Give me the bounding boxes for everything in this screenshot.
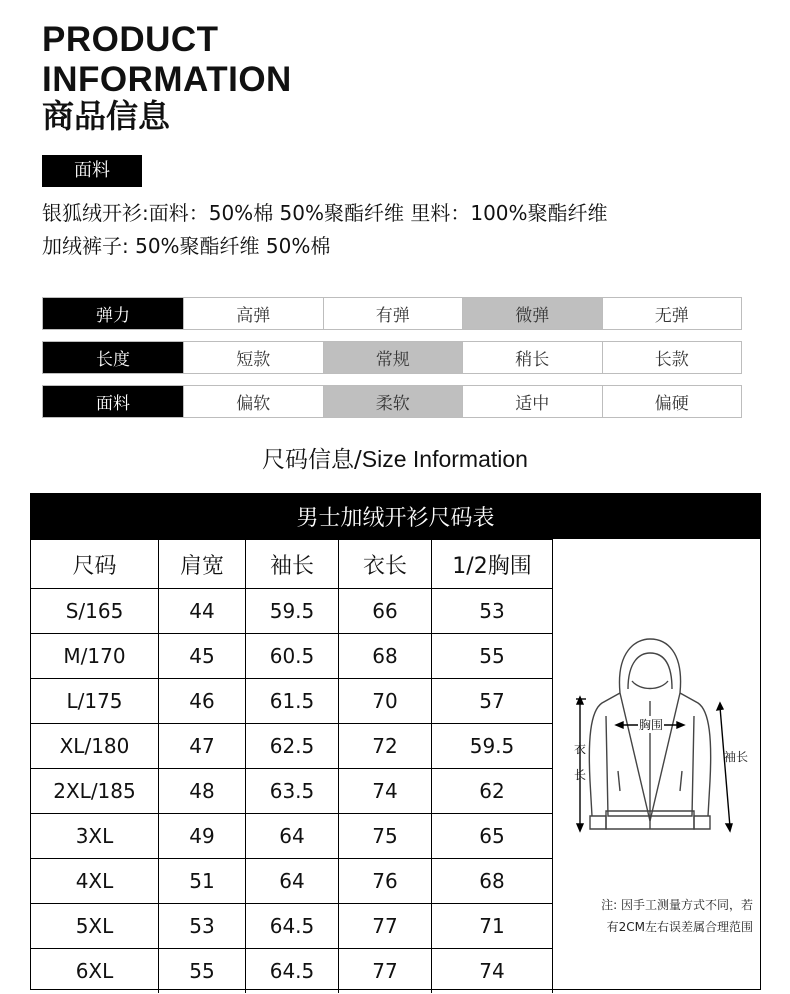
measurement-cell: 62.5 — [246, 724, 339, 769]
measurement-cell: 68 — [339, 634, 432, 679]
size-heading-en: Size Information — [361, 446, 528, 472]
title-en-line1: PRODUCT — [42, 20, 219, 59]
size-cell: 3XL — [31, 814, 159, 859]
chest-label: 胸围 — [638, 718, 664, 732]
size-cell: XL/180 — [31, 724, 159, 769]
attr-option: 适中 — [462, 386, 602, 417]
fabric-tag: 面料 — [42, 155, 142, 187]
measurement-cell: 74 — [432, 949, 553, 994]
measurement-cell: 59.5 — [432, 724, 553, 769]
column-header: 袖长 — [246, 540, 339, 589]
size-heading — [0, 443, 790, 476]
table-row — [31, 634, 553, 679]
size-cell: 5XL — [31, 904, 159, 949]
measurement-cell: 61.5 — [246, 679, 339, 724]
sleeve-label: 袖长 — [723, 750, 749, 764]
attr-label: 面料 — [43, 386, 183, 417]
page-title-en — [42, 20, 292, 100]
attr-option: 偏软 — [183, 386, 323, 417]
size-cell: 2XL/185 — [31, 769, 159, 814]
size-table — [31, 539, 553, 993]
column-header: 1/2胸围 — [432, 540, 553, 589]
attr-option: 柔软 — [323, 386, 463, 417]
measurement-cell: 49 — [159, 814, 246, 859]
page-title-cn: 商品信息 — [42, 97, 171, 135]
size-chart-title: 男士加绒开衫尺码表 — [31, 494, 760, 539]
measurement-cell: 55 — [432, 634, 553, 679]
jacket-outline-icon — [589, 639, 710, 829]
size-cell: S/165 — [31, 589, 159, 634]
fabric-line-1: 银狐绒开衫:面料：50%棉 50%聚酯纤维 里料：100%聚酯纤维 — [42, 201, 608, 225]
attr-option: 微弹 — [462, 298, 602, 329]
measurement-cell: 64 — [246, 859, 339, 904]
measurement-cell: 63.5 — [246, 769, 339, 814]
size-chart — [30, 493, 761, 990]
attr-label: 弹力 — [43, 298, 183, 329]
column-header: 肩宽 — [159, 540, 246, 589]
table-row — [31, 724, 553, 769]
measurement-cell: 46 — [159, 679, 246, 724]
size-cell: 4XL — [31, 859, 159, 904]
attr-option: 稍长 — [462, 342, 602, 373]
measurement-cell: 55 — [159, 949, 246, 994]
jacket-measurement-diagram — [550, 631, 750, 841]
size-table-header — [31, 540, 553, 589]
column-header: 衣长 — [339, 540, 432, 589]
measurement-cell: 70 — [339, 679, 432, 724]
attr-option: 短款 — [183, 342, 323, 373]
measurement-cell: 71 — [432, 904, 553, 949]
measurement-cell: 72 — [339, 724, 432, 769]
measurement-cell: 74 — [339, 769, 432, 814]
size-heading-cn: 尺码信息/ — [262, 447, 362, 473]
table-row — [31, 904, 553, 949]
table-row — [31, 859, 553, 904]
attr-option: 偏硬 — [602, 386, 742, 417]
note-line-2: 有2CM左右误差属合理范围 — [606, 920, 753, 934]
size-cell: L/175 — [31, 679, 159, 724]
measurement-cell: 44 — [159, 589, 246, 634]
attr-option: 有弹 — [323, 298, 463, 329]
measurement-note — [553, 894, 753, 938]
attr-row-length — [42, 341, 742, 374]
measurement-cell: 68 — [432, 859, 553, 904]
measurement-cell: 47 — [159, 724, 246, 769]
title-en-line2: INFORMATION — [42, 60, 292, 99]
table-row — [31, 679, 553, 724]
table-row — [31, 589, 553, 634]
attr-option: 无弹 — [602, 298, 742, 329]
measurement-cell: 76 — [339, 859, 432, 904]
fabric-line-2: 加绒裤子: 50%聚酯纤维 50%棉 — [42, 234, 331, 258]
measurement-cell: 65 — [432, 814, 553, 859]
size-cell: 6XL — [31, 949, 159, 994]
measurement-cell: 51 — [159, 859, 246, 904]
measurement-cell: 48 — [159, 769, 246, 814]
measurement-cell: 59.5 — [246, 589, 339, 634]
measurement-cell: 64.5 — [246, 949, 339, 994]
size-cell: M/170 — [31, 634, 159, 679]
measurement-cell: 66 — [339, 589, 432, 634]
table-row — [31, 814, 553, 859]
measurement-cell: 75 — [339, 814, 432, 859]
measurement-cell: 62 — [432, 769, 553, 814]
table-row — [31, 949, 553, 994]
length-label-2: 长 — [573, 768, 587, 782]
measurement-cell: 53 — [159, 904, 246, 949]
attr-row-elasticity — [42, 297, 742, 330]
note-line-1: 注: 因手工测量方式不同，若 — [601, 898, 753, 912]
measurement-cell: 77 — [339, 904, 432, 949]
column-header: 尺码 — [31, 540, 159, 589]
length-label-1: 衣 — [573, 742, 587, 756]
attr-option: 长款 — [602, 342, 742, 373]
measurement-cell: 77 — [339, 949, 432, 994]
attr-label: 长度 — [43, 342, 183, 373]
attr-option: 常规 — [323, 342, 463, 373]
measurement-cell: 60.5 — [246, 634, 339, 679]
measurement-cell: 64.5 — [246, 904, 339, 949]
attr-row-fabric — [42, 385, 742, 418]
measurement-cell: 64 — [246, 814, 339, 859]
table-row — [31, 769, 553, 814]
measurement-cell: 45 — [159, 634, 246, 679]
attr-option: 高弹 — [183, 298, 323, 329]
measurement-cell: 53 — [432, 589, 553, 634]
measurement-cell: 57 — [432, 679, 553, 724]
